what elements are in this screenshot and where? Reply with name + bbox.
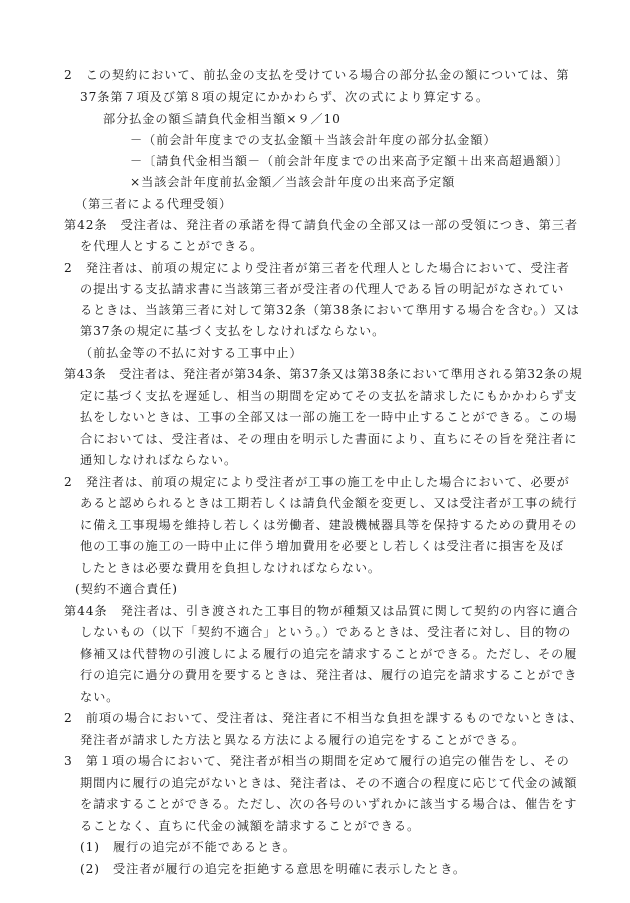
- text-line: を請求することができる。ただし、次の各号のいずれかに該当する場合は、催告をす: [80, 797, 578, 811]
- section-heading: （前払金等の不払に対する工事中止）: [80, 346, 303, 360]
- list-item: (1) 履行の追完が不能であるとき。: [80, 840, 296, 854]
- text-line: 2 この契約において、前払金の支払を受けている場合の部分払金の額については、第: [64, 68, 570, 82]
- text-line: しないもの（以下「契約不適合」という。）であるときは、受注者に対し、目的物の: [80, 625, 572, 639]
- formula-line: －（前会計年度までの支払金額＋当該会計年度の部分払金額）: [130, 133, 497, 147]
- text-line: 他の工事の施工の一時中止に伴う増加費用を必要とし若しくは受注者に損害を及ぼ: [80, 539, 565, 553]
- text-line: 払をしないときは、工事の全部又は一部の施工を一時中止することができる。この場: [80, 410, 578, 424]
- formula-line: ×当該会計年度前払金額／当該会計年度の出来高予定額: [130, 175, 456, 189]
- text-line: あると認められるときは工期若しくは請負代金額を変更し、又は受注者が工事の続行: [80, 496, 578, 510]
- article-43: 第43条 受注者は、発注者が第34条、第37条又は第38条において準用される第32条の規: [64, 367, 583, 381]
- article-44: 第44条 発注者は、引き渡された工事目的物が種類又は品質に関して契約の内容に適合: [64, 604, 579, 618]
- text-line: を代理人とすることができる。: [80, 239, 264, 253]
- text-line: 2 発注者は、前項の規定により受注者が工事の施工を中止した場合において、必要が: [64, 475, 570, 489]
- text-line: ない。: [80, 690, 120, 704]
- text-line: 通知しなければならない。: [80, 453, 238, 467]
- text-line: 合においては、受注者は、その理由を明示した書面により、直ちにその旨を発注者に: [80, 432, 578, 446]
- text-line: 2 前項の場合において、受注者は、発注者に不相当な負担を課するものでないときは、: [64, 711, 583, 725]
- text-line: るときは、当該第三者に対して第32条（第38条において準用する場合を含む。）又は: [80, 303, 580, 317]
- text-line: ることなく、直ちに代金の減額を請求することができる。: [80, 819, 421, 833]
- text-line: 発注者が請求した方法と異なる方法による履行の追完をすることができる。: [80, 733, 525, 747]
- text-line: に備え工事現場を維持し若しくは労働者、建設機械器具等を保持するための費用その: [80, 518, 578, 532]
- section-heading: (契約不適合責任): [75, 582, 178, 596]
- text-line: 定に基づく支払を遅延し、相当の期間を定めてその支払を請求したにもかかわらず支: [80, 389, 578, 403]
- text-line: 修補又は代替物の引渡しによる履行の追完を請求することができる。ただし、その履: [80, 647, 578, 661]
- section-heading: （第三者による代理受領）: [75, 197, 233, 211]
- text-line: の提出する支払請求書に当該第三者が受注者の代理人である旨の明記がなされてい: [80, 282, 565, 296]
- text-line: 第37条の規定に基づく支払をしなければならない。: [80, 324, 386, 338]
- text-line: 37条第７項及び第８項の規定にかかわらず、次の式により算定する。: [80, 90, 489, 104]
- text-line: 2 発注者は、前項の規定により受注者が第三者を代理人とした場合において、受注者: [64, 261, 570, 275]
- text-line: したときは必要な費用を負担しなければならない。: [80, 561, 382, 575]
- formula-line: 部分払金の額≦請負代金相当額×９／10: [103, 112, 341, 126]
- text-line: 行の追完に過分の費用を要するときは、発注者は、履行の追完を請求することができ: [80, 668, 578, 682]
- formula-line: －〔請負代金相当額－（前会計年度までの出来高予定額＋出来高超過額）〕: [130, 154, 569, 168]
- article-42: 第42条 受注者は、発注者の承諾を得て請負代金の全部又は一部の受領につき、第三者: [64, 218, 578, 232]
- text-line: 期間内に履行の追完がないときは、発注者は、その不適合の程度に応じて代金の減額: [80, 776, 578, 790]
- list-item: (2) 受注者が履行の追完を拒絶する意思を明確に表示したとき。: [80, 862, 466, 876]
- text-line: 3 第１項の場合において、発注者が相当の期間を定めて履行の追完の催告をし、その: [64, 754, 570, 768]
